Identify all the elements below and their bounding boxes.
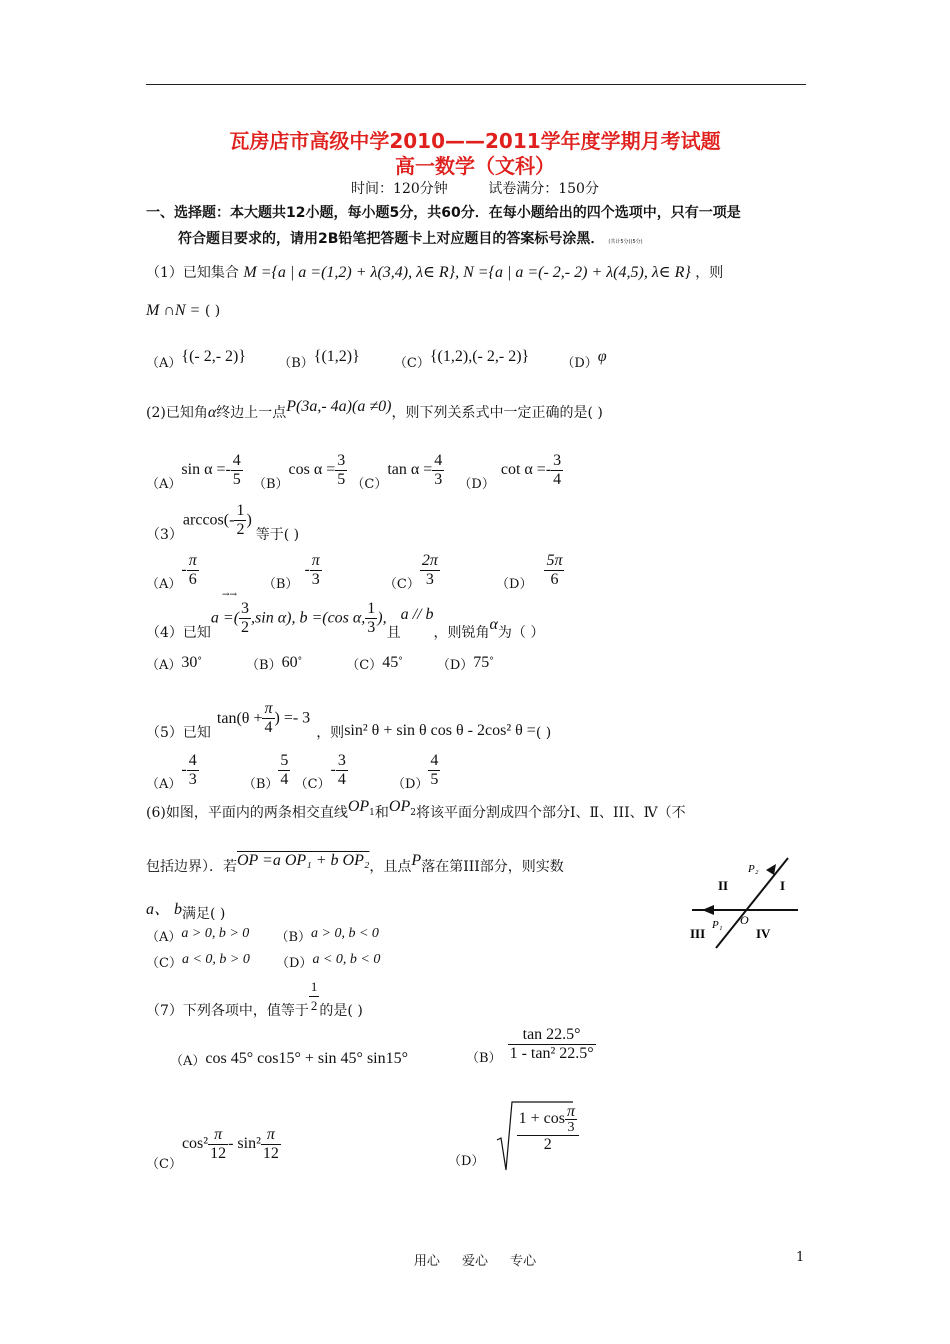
q5-expr-post: ) =- 3 xyxy=(274,709,311,727)
q2-prefix: (2)已知角 xyxy=(146,405,208,421)
q1-paren: ( ) xyxy=(204,303,221,319)
q4-c-deg: ° xyxy=(398,656,403,667)
q6-figure xyxy=(688,852,803,952)
q2-c-num: 4 xyxy=(434,452,443,469)
q5-num: π xyxy=(264,700,273,717)
q4-f1-den: 2 xyxy=(241,619,250,636)
q5-c-den: 4 xyxy=(337,771,346,788)
q2-d-label: （D） xyxy=(458,477,495,492)
q3-options xyxy=(146,552,564,592)
q4-mid: 且 xyxy=(386,624,401,641)
q6-line2 xyxy=(146,852,564,876)
q6-line3 xyxy=(146,900,225,923)
q5-a-label: （A） xyxy=(146,777,182,792)
q5-b-frac xyxy=(278,752,290,789)
exam-time: 时间：120分钟 xyxy=(351,181,448,197)
q2-line xyxy=(146,398,603,422)
q7-line xyxy=(146,978,363,1019)
q3-b-label: （B） xyxy=(262,577,299,592)
q7-den: 2 xyxy=(310,998,318,1013)
q6-line1-pre: (6)如图，平面内的两条相交直线 xyxy=(146,805,348,821)
footer-word2: 爱心 xyxy=(461,1254,488,1269)
q7-d-num-fnum: π xyxy=(566,1103,575,1120)
q5-a-sign: - xyxy=(181,761,187,778)
q3-a-den: 6 xyxy=(188,571,197,588)
q6-b: a > 0, b < 0 xyxy=(311,926,379,941)
q7-b-frac xyxy=(508,1026,596,1063)
q7-d-num-frac xyxy=(565,1104,577,1135)
q3-expr-post: ) xyxy=(246,511,252,529)
q4-expr1: a =( xyxy=(210,609,240,627)
exam-score: 试卷满分：150分 xyxy=(488,181,599,197)
q7-c-f2-den: 12 xyxy=(262,1145,279,1162)
q3-num: 1 xyxy=(236,502,245,519)
q1-b: {(1,2)} xyxy=(313,348,360,365)
q5-expr-pre: tan(θ + xyxy=(216,709,263,727)
q3-c-num: 2π xyxy=(421,552,438,569)
q5-d-frac xyxy=(428,752,440,789)
q2-a-frac xyxy=(231,452,243,489)
q3-a-frac xyxy=(187,552,199,589)
q5-c-sign: - xyxy=(330,761,336,778)
q4-expr3: ), xyxy=(377,609,387,627)
q5-a-frac xyxy=(187,752,199,789)
q2-c-frac xyxy=(432,452,444,489)
q7-c-mid: - sin² xyxy=(228,1135,261,1152)
q6-region-i: I xyxy=(780,878,786,893)
q6-line2-mid: ，且点 xyxy=(369,859,412,875)
q7-option-b xyxy=(466,1026,596,1066)
q6-line1 xyxy=(146,798,686,822)
q5-line xyxy=(146,700,552,741)
q6-arrow-p1 xyxy=(702,905,714,915)
q4-a: 30 xyxy=(181,654,198,671)
q4-b: 60 xyxy=(281,654,298,671)
q7-d-den: 2 xyxy=(543,1136,552,1153)
q3-c-label: （C） xyxy=(383,577,420,592)
q2-options xyxy=(146,452,563,492)
q2-b-label: （B） xyxy=(252,477,289,492)
section-heading-cont-text: 符合题目要求的，请用2B铅笔把答题卡上对应题目的答案标号涂黑． xyxy=(178,231,605,247)
q3-frac xyxy=(234,502,246,539)
q7-d-num xyxy=(517,1104,579,1136)
q2-b-frac xyxy=(335,452,347,489)
q1-line2 xyxy=(146,302,220,320)
q2-alpha: α xyxy=(207,404,217,421)
q1-options xyxy=(146,348,607,372)
q6-vars: a、 b xyxy=(146,901,183,918)
q6-p: P xyxy=(411,852,422,869)
q6-label-p2: P₂ xyxy=(748,863,759,875)
q1-line1 xyxy=(146,262,723,282)
q2-suffix: ，则下列关系式中一定正确的是( ) xyxy=(391,405,603,421)
q7-c-f1-den: 12 xyxy=(210,1145,227,1162)
q3-expr-pre: arccos(- xyxy=(182,511,235,529)
q4-line xyxy=(146,600,545,641)
q5-prefix: （5）已知 xyxy=(146,724,211,741)
q2-a-fn: sin α =- xyxy=(181,461,231,478)
q5-expr2: sin² θ + sin θ cos θ - 2cos² θ = xyxy=(344,721,536,739)
q4-c-label: （C） xyxy=(346,658,383,673)
q3-line xyxy=(146,502,300,543)
q2-d-den: 4 xyxy=(553,471,562,488)
q6-and: 和 xyxy=(374,805,389,821)
q1-intersection: M ∩N = xyxy=(146,302,201,319)
q7-a: cos 45° cos15° + sin 45° sin15° xyxy=(205,1050,409,1067)
q5-a-den: 3 xyxy=(188,771,197,788)
q7-d-num-fden: 3 xyxy=(567,1120,575,1135)
q3-a-label: （A） xyxy=(146,577,182,592)
q7-c-frac1 xyxy=(208,1126,228,1163)
footer-word1: 用心 xyxy=(413,1254,440,1269)
q2-d-fn: cot α =- xyxy=(500,461,552,478)
q2-mid: 终边上一点 xyxy=(216,405,287,421)
q1-c-label: （C） xyxy=(393,356,430,371)
q2-c-label: （C） xyxy=(351,477,388,492)
q1-a-label: （A） xyxy=(146,356,182,371)
q5-c-label: （C） xyxy=(294,777,331,792)
footer xyxy=(0,1250,950,1269)
q3-d-label: （D） xyxy=(496,577,533,592)
q3-a-num: π xyxy=(188,552,197,569)
q3-c-frac xyxy=(420,552,440,589)
q5-mid: ，则 xyxy=(316,724,345,741)
q7-a-label: （A） xyxy=(170,1054,206,1069)
q3-suffix: 等于( ) xyxy=(255,526,300,543)
q3-d-den: 6 xyxy=(550,571,559,588)
q7-option-d xyxy=(448,1100,579,1169)
q7-option-c xyxy=(146,1126,281,1172)
q4-d: 75 xyxy=(473,654,490,671)
footer-word3: 专心 xyxy=(510,1254,537,1269)
header-rule xyxy=(146,84,806,85)
q6-label-p1: P₁ xyxy=(712,919,723,931)
q4-frac1 xyxy=(239,600,251,637)
q6-sub2: 2 xyxy=(410,808,416,818)
q7-b-label: （B） xyxy=(466,1051,502,1066)
q4-prefix: （4）已知 xyxy=(146,624,211,641)
q5-d-label: （D） xyxy=(391,777,429,792)
q5-b-num: 5 xyxy=(280,752,289,769)
q3-b-frac xyxy=(310,552,322,589)
q4-d-deg: ° xyxy=(489,656,494,667)
q5-b-den: 4 xyxy=(280,771,289,788)
q6-op1: OP xyxy=(347,798,370,815)
q7-prefix: （7）下列各项中，值等于 xyxy=(146,1002,309,1019)
exam-subtitle: 高一数学（文科） xyxy=(395,154,555,178)
q6-sub1: 1 xyxy=(369,808,375,818)
q7-num: 1 xyxy=(309,978,320,997)
q5-d-den: 5 xyxy=(430,771,439,788)
q4-a-label: （A） xyxy=(146,658,182,673)
q3-b-sign: - xyxy=(304,561,310,578)
q5-c-num: 3 xyxy=(337,752,346,769)
q6-c-label: （C） xyxy=(146,956,182,971)
q1-suffix: ，则 xyxy=(695,265,724,281)
q2-b-num: 3 xyxy=(337,452,346,469)
q3-d-num: 5π xyxy=(546,552,563,569)
q5-d-num: 4 xyxy=(430,752,439,769)
section-heading: 一、选择题：本大题共12小题，每小题5分，共60分．在每小题给出的四个选项中，只有一项是 xyxy=(146,205,741,221)
q2-b-fn: cos α = xyxy=(288,461,336,478)
q1-a: {(- 2,- 2)} xyxy=(181,348,247,365)
q6-d: a < 0, b < 0 xyxy=(312,952,381,967)
q7-d-label: （D） xyxy=(448,1154,485,1169)
q2-c-fn: tan α = xyxy=(387,461,433,478)
q1-c: {(1,2),(- 2,- 2)} xyxy=(429,348,530,365)
q1-set: M ={a | a =(1,2) + λ(3,4), λ∈ R}, N ={a | a =(- 2,- 2) + λ(4,5), λ∈ R} xyxy=(243,264,691,281)
q7-suffix: 的是( ) xyxy=(319,1002,363,1019)
q4-f2-den: 3 xyxy=(367,619,376,636)
q4-f2-num: 1 xyxy=(367,600,376,617)
q4-expr2: ,sin α), b =(cos α, xyxy=(251,609,366,627)
q6-line1-post: 将该平面分割成四个部分Ⅰ、Ⅱ、III、Ⅳ（不 xyxy=(415,805,686,821)
q5-c-frac xyxy=(336,752,348,789)
q4-f1-num: 3 xyxy=(241,600,250,617)
q6-b-label: （B） xyxy=(275,930,311,945)
q4-a-deg: ° xyxy=(197,656,202,667)
q4-options xyxy=(146,654,494,674)
q2-point: P(3a,- 4a)(a ≠0) xyxy=(286,398,392,415)
q6-a: a > 0, b > 0 xyxy=(181,926,250,941)
q5-den: 4 xyxy=(264,719,273,736)
q4-parallel: a // b xyxy=(400,605,434,623)
q3-a-sign: - xyxy=(181,561,187,578)
q4-c: 45 xyxy=(382,654,399,671)
q7-d-num-pre: 1 + cos xyxy=(518,1110,565,1128)
q3-c-den: 3 xyxy=(425,571,434,588)
q6-a-label: （A） xyxy=(146,930,182,945)
q5-b-label: （B） xyxy=(242,777,279,792)
q3-den: 2 xyxy=(236,521,245,538)
q6-line3-post: 满足( ) xyxy=(182,906,226,922)
q2-a-den: 5 xyxy=(232,471,241,488)
q6-options-row2 xyxy=(146,952,380,972)
q7-c-frac2 xyxy=(261,1126,281,1163)
q4-b-deg: ° xyxy=(297,656,303,667)
section-heading-cont xyxy=(178,228,643,248)
q3-b-den: 3 xyxy=(311,571,320,588)
q2-c-den: 3 xyxy=(434,471,443,488)
q1-b-label: （B） xyxy=(278,356,314,371)
q7-b-den: 1 - tan² 22.5° xyxy=(509,1045,594,1062)
q4-suffix: ，则锐角 xyxy=(433,624,490,641)
q7-c-label: （C） xyxy=(146,1157,182,1172)
q7-c-pre: cos² xyxy=(181,1135,209,1152)
q4-suffix2: 为（ ） xyxy=(497,624,545,641)
q3-prefix: （3） xyxy=(146,526,183,543)
q2-b-den: 5 xyxy=(337,471,346,488)
q5-paren: ( ) xyxy=(535,724,552,741)
q6-d-label: （D） xyxy=(276,956,313,971)
q6-label-o: O xyxy=(740,913,749,927)
q7-option-a xyxy=(170,1050,408,1070)
q7-d-sqrt xyxy=(495,1100,579,1154)
q7-d-frac xyxy=(517,1104,579,1154)
exam-meta xyxy=(0,178,950,198)
q7-c-f2-num: π xyxy=(261,1126,281,1145)
q6-region-ii: II xyxy=(718,878,729,893)
q6-line2-post: 落在第III部分，则实数 xyxy=(421,859,564,875)
q6-vec-eq: OP =a OP₁ + b OP₂ xyxy=(237,852,370,869)
q4-arrows: →→ xyxy=(222,590,238,600)
q2-d-num: 3 xyxy=(553,452,562,469)
q4-alpha: α xyxy=(489,615,498,633)
q4-b-label: （B） xyxy=(246,658,282,673)
q5-a-num: 4 xyxy=(188,752,197,769)
q7-frac xyxy=(309,978,320,1015)
q4-d-label: （D） xyxy=(436,658,474,673)
q1-prefix: （1）已知集合 xyxy=(146,265,239,281)
q1-d: φ xyxy=(597,348,607,365)
q2-a-label: （A） xyxy=(146,477,182,492)
q6-region-iv: IV xyxy=(756,926,771,941)
tiny-mark: (共计5分)(5分) xyxy=(608,239,643,245)
q6-c: a < 0, b > 0 xyxy=(181,952,250,967)
q4-frac2 xyxy=(365,600,377,637)
q6-options-row1 xyxy=(146,926,379,946)
q7-c-f1-num: π xyxy=(208,1126,228,1145)
q7-b-num: tan 22.5° xyxy=(508,1026,596,1045)
page-number: 1 xyxy=(796,1250,805,1265)
q6-line2-pre: 包括边界）．若 xyxy=(146,859,237,875)
q1-d-label: （D） xyxy=(561,356,598,371)
q3-d-frac xyxy=(544,552,564,589)
q2-a-num: 4 xyxy=(232,452,241,469)
q6-op2: OP xyxy=(388,798,411,815)
q2-d-frac xyxy=(551,452,563,489)
q5-frac xyxy=(262,700,274,737)
q5-options xyxy=(146,752,440,792)
q3-b-num: π xyxy=(311,552,320,569)
q6-region-iii: III xyxy=(690,926,706,941)
exam-title: 瓦房店市高级中学2010——2011学年度学期月考试题 xyxy=(229,129,721,153)
